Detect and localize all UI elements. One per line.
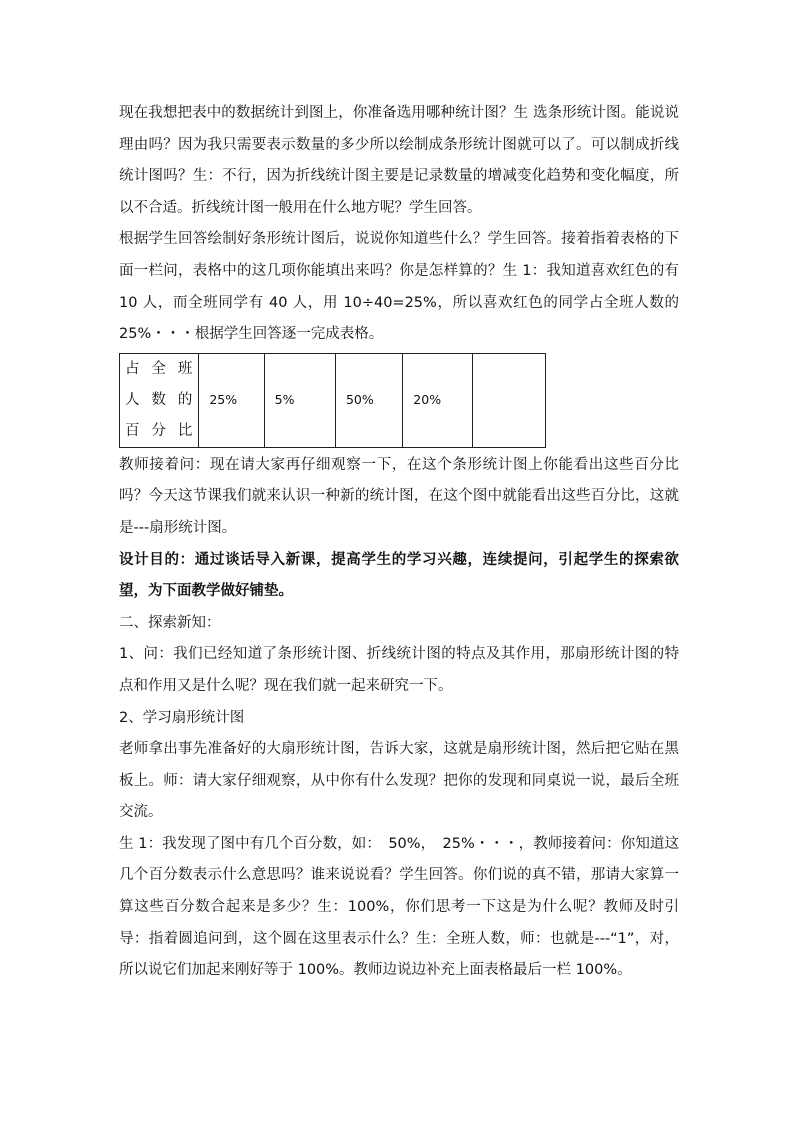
paragraph-step-2-heading: 2、学习扇形统计图 [119,709,245,726]
paragraph-teacher-shows-chart: 老师拿出事先准备好的大扇形统计图，告诉大家，这就是扇形统计图，然后把它贴在黑板上。师：请大家仔细观察，从中你有什么发现？把你的发现和同桌说一说，最后全班交流。 [119,741,679,821]
paragraph-fill-table: 根据学生回答绘制好条形统计图后，说说你知道些什么？学生回答。接着指着表格的下面一栏问，表格中的这几项你能填出来吗？你是怎样算的？生 1：我知道喜欢红色的有 10 人，而全班同学有 40 人，用 10÷40=25%，所以喜欢红色的同学占全班人数的 25%・・・根据学生回答逐一完成表格。 [119,231,679,343]
table-value-cell: 50% [335,353,402,447]
table-value-cell: 5% [264,353,335,447]
paragraph-step-1: 1、问：我们已经知道了条形统计图、折线统计图的特点及其作用，那扇形统计图的特点和作用又是什么呢？现在我们就一起来研究一下。 [119,646,679,694]
section-heading: 二、探索新知： [119,614,221,631]
table-header-line: 百分比 [125,422,194,439]
table-value-cell: 20% [403,353,472,447]
table-value-cell [472,353,545,447]
paragraph-teacher-question: 教师接着问：现在请大家再仔细观察一下，在这个条形统计图上你能看出这些百分比吗？今天这节课我们就来认识一种新的统计图，在这个图中就能看出这些百分比，这就是---扇形统计图。 [119,456,679,536]
table-header-line: 人数的 [125,391,194,408]
table-value-cell: 25% [199,353,264,447]
paragraph-design-purpose: 设计目的：通过谈话导入新课，提高学生的学习兴趣，连续提问，引起学生的探索欲望，为下面教学做好铺垫。 [119,551,679,600]
paragraph-student-discovery: 生 1：我发现了图中有几个百分数，如： 50%， 25%・・・，教师接着问：你知道这几个百分数表示什么意思吗？谁来说说看？学生回答。你们说的真不错，那请大家算一算这些百分数合起来是多少？生：100%，你们思考一下这是为什么呢？教师及时引导：指着圆追问到，这个圆在这里表示什么？生：全班人数，师：也就是---“1”，对，所以说它们加起来刚好等于 100%。教师边说边补充上面表格最后一栏 100%。 [119,835,679,979]
table-header-line: 占全班 [125,360,194,377]
document-body [119,98,679,987]
percentage-table [119,353,546,448]
table-row [120,353,546,447]
table-header-cell [120,353,199,447]
paragraph-chart-choice: 现在我想把表中的数据统计到图上，你准备选用哪种统计图？生 选条形统计图。能说说理由吗？因为我只需要表示数量的多少所以绘制成条形统计图就可以了。可以制成折线统计图吗？生：不行，因为折线统计图主要是记录数量的增减变化趋势和变化幅度，所以不合适。折线统计图一般用在什么地方呢？学生回答。 [119,105,679,216]
